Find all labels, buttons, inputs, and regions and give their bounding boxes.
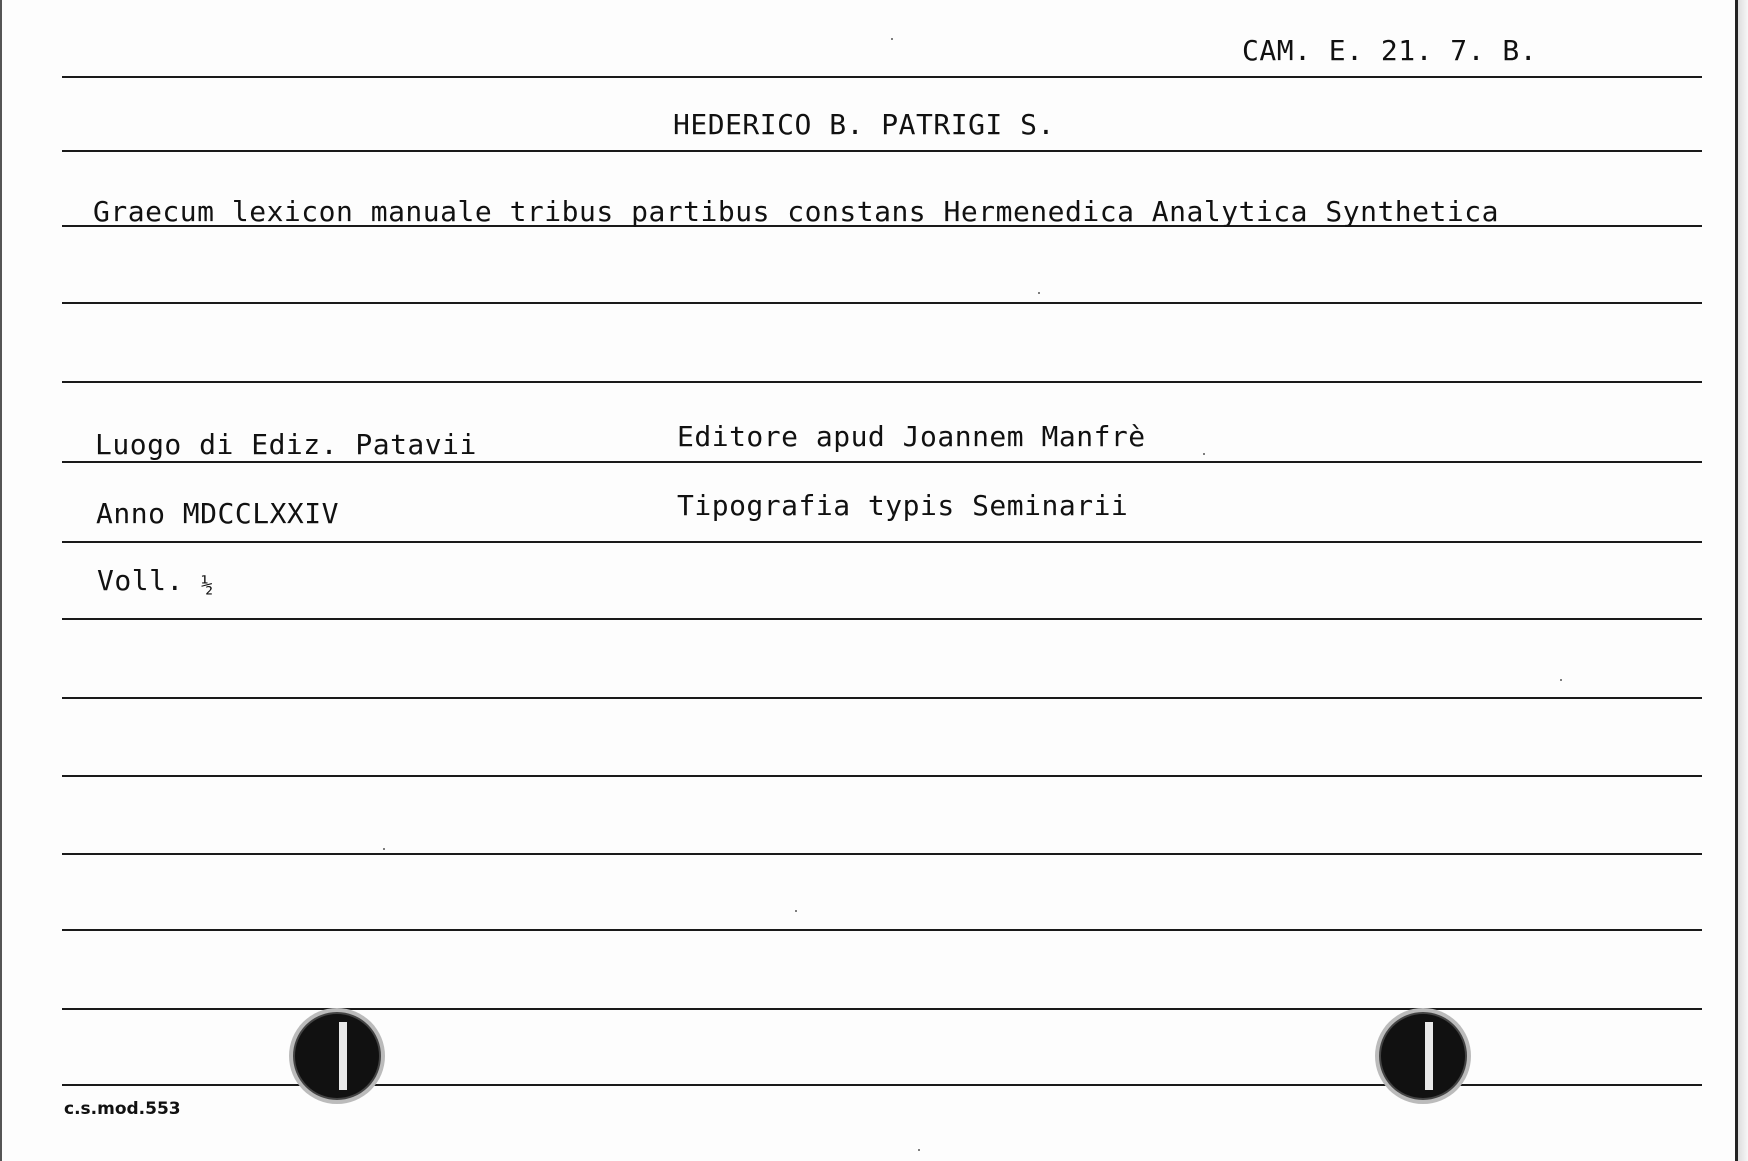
ruled-line <box>62 929 1702 931</box>
volumes-value: ½ <box>201 573 214 597</box>
volumes <box>97 564 214 597</box>
punch-hole-right <box>1379 1012 1467 1100</box>
punch-hole-left <box>293 1012 381 1100</box>
ruled-line <box>62 302 1702 304</box>
form-code: c.s.mod.553 <box>64 1099 181 1119</box>
publisher: Editore apud Joannem Manfrè <box>677 420 1146 453</box>
paper-speck <box>1203 453 1205 455</box>
ruled-line <box>62 150 1702 152</box>
paper-speck <box>1038 292 1040 294</box>
ruled-line <box>62 618 1702 620</box>
shelfmark: CAM. E. 21. 7. B. <box>1242 34 1538 67</box>
ruled-line <box>62 853 1702 855</box>
card-right-edge <box>1735 0 1738 1161</box>
place-of-publication: Luogo di Ediz. Patavii <box>95 428 477 461</box>
ruled-line <box>62 541 1702 543</box>
paper-speck <box>795 910 797 912</box>
paper-speck <box>1560 679 1562 681</box>
ruled-line <box>62 1008 1702 1010</box>
paper-speck <box>383 848 385 850</box>
paper-speck <box>918 1149 920 1151</box>
paper-speck <box>891 38 893 40</box>
ruled-line <box>62 697 1702 699</box>
ruled-line <box>62 461 1702 463</box>
ruled-line <box>62 381 1702 383</box>
card-right-shadow <box>1738 0 1748 1161</box>
author-heading: HEDERICO B. PATRIGI S. <box>673 108 1055 141</box>
card-left-edge <box>0 0 2 1161</box>
volumes-label: Voll. <box>97 564 184 597</box>
publication-year: Anno MDCCLXXIV <box>96 497 340 530</box>
ruled-line <box>62 76 1702 78</box>
book-title: Graecum lexicon manuale tribus partibus constans Hermenedica Analytica Synthetica <box>93 195 1499 228</box>
ruled-line <box>62 775 1702 777</box>
printer: Tipografia typis Seminarii <box>677 489 1129 522</box>
